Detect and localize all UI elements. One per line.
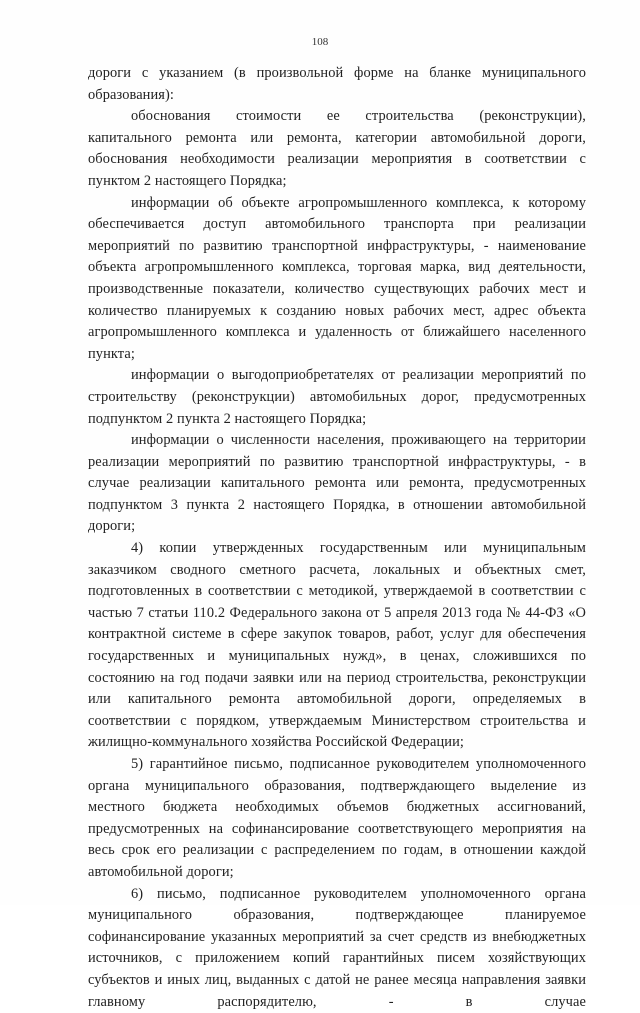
paragraph-continuation: дороги с указанием (в произвольной форме на бланке муниципального образования): — [88, 65, 586, 103]
paragraph-item-4: 4) копии утвержденных государственным или муниципальным заказчиком сводного сметного расчета, локальных и объектных смет, подготовленных в соответствии с методикой, утверждаемой в соответствии с частью 7 статьи 110.2 Федерального закона от 5 апреля 2013 года № 44-ФЗ «О контрактной системе в сфере закупок товаров, работ, услуг для обеспечения государственных и муниципальных нужд», в ценах, сложившихся по состоянию на год подачи заявки или на период строительства, реконструкции или капитального ремонта автомобильной дороги, определяемых в соответствии с порядком, утверждаемым Министерством строительства и жилищно-коммунального хозяйства Российской Федерации; — [88, 540, 586, 751]
paragraph-item-6: 6) письмо, подписанное руководителем уполномоченного органа муниципального образования, подтверждающее планируемое софинансирование указанных мероприятий за счет средств из внебюджетных источников, с приложением копий гарантийных писем хозяйствующих субъектов и иных лиц, выданных с датой не ранее месяца направления заявки главному распорядителю, - в случае — [88, 885, 586, 1010]
paragraph-agro-object-info: информации об объекте агропромышленного комплекса, к которому обеспечивается доступ автомобильного транспорта при реализации мероприятий по развитию транспортной инфраструктуры, - наименование объекта агропромышленного комплекса, торговая марка, вид деятельности, производственные показатели, количество существующих рабочих мест и количество планируемых к созданию новых рабочих мест, адрес объекта агропромышленного комплекса и удаленность от ближайшего населенного пункта; — [88, 194, 586, 362]
paragraph-beneficiaries-info: информации о выгодоприобретателях от реализации мероприятий по строительству (реконструкции) автомобильных дорог, предусмотренных подпунктом 2 пункта 2 настоящего Порядка; — [88, 367, 586, 427]
document-body — [88, 63, 586, 1013]
paragraph-item-5: 5) гарантийное письмо, подписанное руководителем уполномоченного органа муниципального образования, подтверждающего выделение из местного бюджета необходимых объемов бюджетных ассигнований, предусмотренных на софинансирование соответствующего мероприятия на весь срок его реализации с распределением по годам, в отношении каждой автомобильной дороги; — [88, 756, 586, 880]
paragraph-cost-justification: обоснования стоимости ее строительства (реконструкции), капитального ремонта или ремонта, категории автомобильной дороги, обоснования необходимости реализации мероприятия в соответствии с пунктом 2 настоящего Порядка; — [88, 108, 586, 189]
paragraph-population-info: информации о численности населения, проживающего на территории реализации мероприятий по развитию транспортной инфраструктуры, - в случае реализации капитального ремонта или ремонта, предусмотренных подпунктом 3 пункта 2 настоящего Порядка, в отношении автомобильной дороги; — [88, 432, 586, 535]
page-number: 108 — [311, 36, 329, 48]
